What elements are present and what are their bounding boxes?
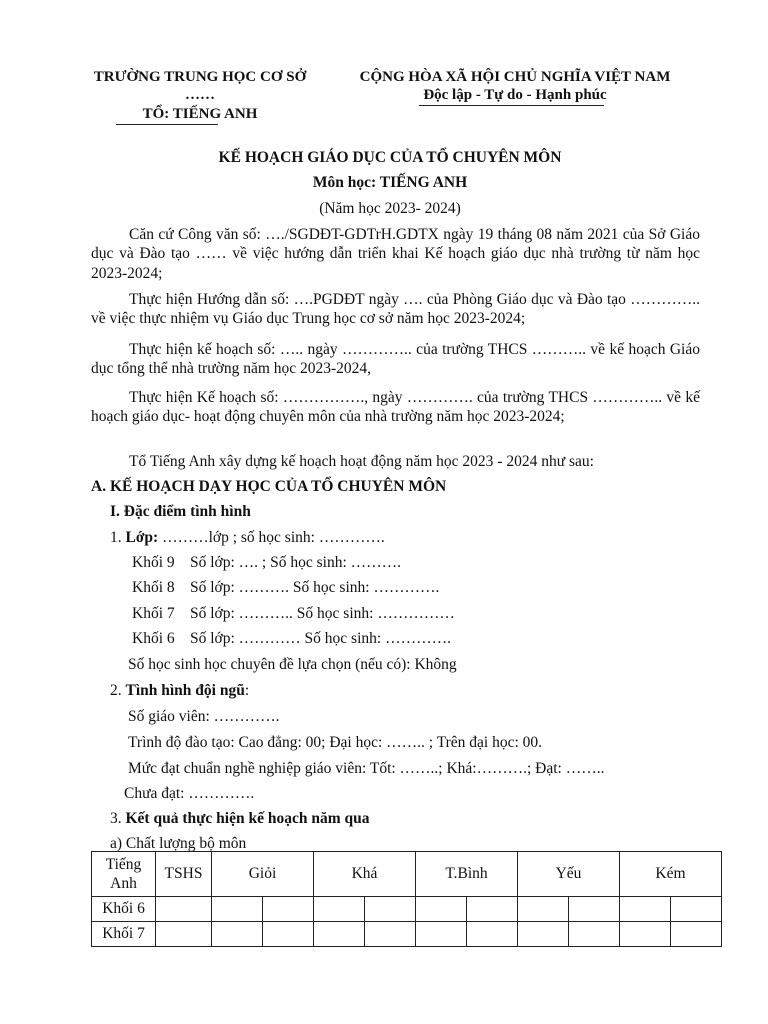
staff-qualification: Trình độ đào tạo: Cao đẳng: 00; Đại học: …….. ; Trên đại học: 00. <box>128 734 543 751</box>
item-staff <box>110 681 249 700</box>
table-cell <box>620 897 671 922</box>
subsection-quality: a) Chất lượng bộ môn <box>110 835 247 852</box>
table-cell <box>671 897 722 922</box>
table-row <box>92 922 722 947</box>
table-cell <box>518 897 569 922</box>
table-cell <box>518 922 569 947</box>
column-header-subject: Tiếng Anh <box>92 852 156 897</box>
school-year: (Năm học 2023- 2024) <box>319 200 461 217</box>
subject-quality-table <box>91 851 722 947</box>
table-cell <box>569 897 620 922</box>
national-motto: Độc lập - Tự do - Hạnh phúc <box>423 87 607 103</box>
table-row <box>92 897 722 922</box>
table-cell <box>212 897 263 922</box>
document-title: KẾ HOẠCH GIÁO DỤC CỦA TỔ CHUYÊN MÔN <box>218 149 562 166</box>
table-cell <box>569 922 620 947</box>
grade-name: Khối 9 <box>132 554 175 571</box>
column-header-good: Khá <box>314 852 416 897</box>
column-header-total-students: TSHS <box>156 852 212 897</box>
paragraph-basis-3: Thực hiện kế hoạch số: ….. ngày ………….. của trường THCS ……….. về kế hoạch Giáo dục tổng thể nhà trường năm học 2023-2024, <box>91 341 700 378</box>
item-number: 1. <box>110 529 126 546</box>
row-label: Khối 7 <box>92 922 156 947</box>
table-cell <box>467 922 518 947</box>
table-cell <box>314 922 365 947</box>
header-underline-left <box>116 124 218 125</box>
table-cell <box>365 922 416 947</box>
grade-row <box>132 629 451 648</box>
school-name-placeholder: …… <box>185 87 215 103</box>
item-label: Tình hình đội ngũ <box>125 682 245 699</box>
grade-row <box>132 578 439 597</box>
header-underline-right <box>419 105 604 106</box>
table-cell <box>314 897 365 922</box>
table-cell <box>156 922 212 947</box>
paragraph-basis-1: Căn cứ Công văn số: …./SGDĐT-GDTrH.GDTX ngày 19 tháng 08 năm 2021 của Sở Giáo dục và Đào tạo …… về việc hướng dẫn triển khai Kế hoạch giáo dục nhà trường từ năm học 2023-2024; <box>91 226 700 282</box>
staff-count: Số giáo viên: …………. <box>128 708 280 725</box>
grade-name: Khối 6 <box>132 630 175 647</box>
paragraph-basis-2: Thực hiện Hướng dẫn số: ….PGDĐT ngày …. của Phòng Giáo dục và Đào tạo ………….. về việc thực nhiệm vụ Giáo dục Trung học cơ sở năm học 2023-2024; <box>91 291 700 328</box>
column-header-average: T.Bình <box>416 852 518 897</box>
table-cell <box>263 897 314 922</box>
grade-name: Khối 7 <box>132 605 175 622</box>
column-header-weak: Yếu <box>518 852 620 897</box>
column-header-excellent: Giỏi <box>212 852 314 897</box>
table-cell <box>416 922 467 947</box>
table-cell <box>156 897 212 922</box>
elective-students: Số học sinh học chuyên đề lựa chọn (nếu có): Không <box>128 656 457 673</box>
table-cell <box>467 897 518 922</box>
table-cell <box>212 922 263 947</box>
item-colon: : <box>244 682 250 699</box>
section-a-heading: A. KẾ HOẠCH DẠY HỌC CỦA TỔ CHUYÊN MÔN <box>91 478 447 495</box>
item-label: Lớp: <box>125 529 159 546</box>
table-cell <box>620 922 671 947</box>
item-number: 3. <box>110 810 126 827</box>
grade-details: Số lớp: …. ; Số học sinh: ………. <box>190 554 402 571</box>
column-header-poor: Kém <box>620 852 722 897</box>
subject-title: Môn học: TIẾNG ANH <box>312 174 468 191</box>
paragraph-intro: Tổ Tiếng Anh xây dựng kế hoạch hoạt động năm học 2023 - 2024 như sau: <box>129 453 594 470</box>
grade-details: Số lớp: ………. Số học sinh: …………. <box>190 579 440 596</box>
grade-details: Số lớp: ………… Số học sinh: …………. <box>190 630 451 647</box>
table-cell <box>416 897 467 922</box>
staff-standard: Mức đạt chuẩn nghề nghiệp giáo viên: Tốt: ……..; Khá:……….; Đạt: …….. <box>128 760 605 777</box>
department-name: TỔ: TIẾNG ANH <box>142 106 258 122</box>
grade-row <box>132 553 401 572</box>
paragraph-basis-4: Thực hiện Kế hoạch số: ……………., ngày …………. của trường THCS ………….. về kế hoạch giáo dục- hoạt động chuyên môn của nhà trường năm học 2023-2024; <box>91 389 700 426</box>
item-classes <box>110 528 385 547</box>
table-cell <box>263 922 314 947</box>
school-name: TRƯỜNG TRUNG HỌC CƠ SỞ <box>93 69 307 85</box>
nation-header <box>330 68 700 104</box>
table-cell <box>365 897 416 922</box>
grade-row <box>132 604 455 623</box>
nation-name: CỘNG HÒA XÃ HỘI CHỦ NGHĨA VIỆT NAM <box>359 69 671 85</box>
item-text: ………lớp ; số học sinh: …………. <box>158 529 385 546</box>
section-i-heading: I. Đặc điểm tình hình <box>110 503 251 520</box>
staff-not-met: Chưa đạt: …………. <box>124 785 255 802</box>
table-cell <box>671 922 722 947</box>
item-number: 2. <box>110 682 126 699</box>
table-header-row <box>92 852 722 897</box>
row-label: Khối 6 <box>92 897 156 922</box>
item-label: Kết quả thực hiện kế hoạch năm qua <box>125 810 370 827</box>
grade-details: Số lớp: ……….. Số học sinh: …………… <box>190 605 455 622</box>
item-results <box>110 809 370 828</box>
school-header <box>80 68 320 123</box>
grade-name: Khối 8 <box>132 579 175 596</box>
